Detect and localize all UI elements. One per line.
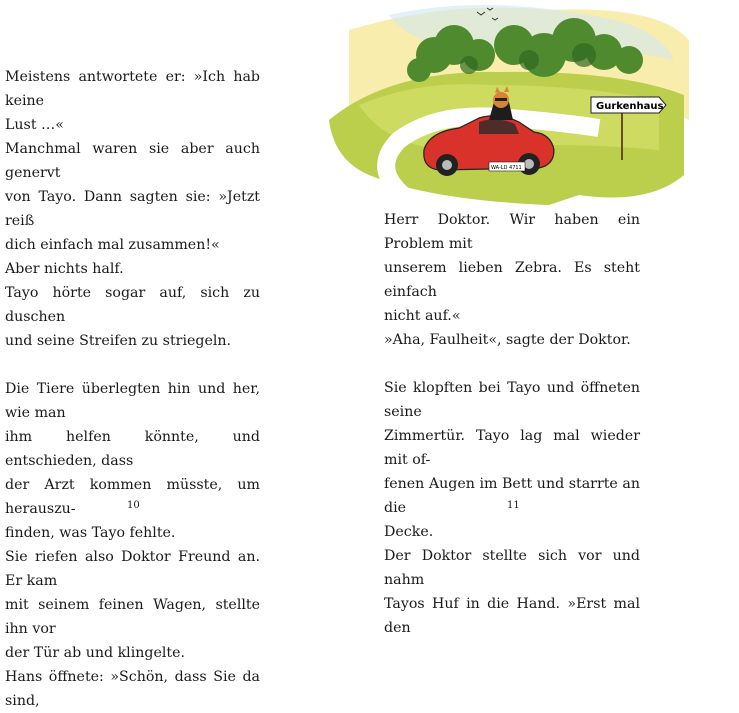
- text-line: Lust …«: [5, 117, 64, 133]
- text-line: Der Doktor stellte sich vor und nahm: [384, 548, 640, 588]
- text-line: der Arzt kommen müsste, um herauszu-: [5, 477, 260, 517]
- text-line: Herr Doktor. Wir haben ein Problem mit: [384, 212, 640, 252]
- text-line: unserem lieben Zebra. Es steht einfach: [384, 260, 640, 300]
- text-line: fenen Augen im Bett und starrte an die: [384, 476, 640, 516]
- text-line: Sie klopften bei Tayo und öffneten seine: [384, 380, 640, 420]
- left-page-text: [5, 65, 260, 713]
- text-line: Die Tiere überlegten hin und her, wie man: [5, 381, 260, 421]
- text-line: von Tayo. Dann sagten sie: »Jetzt reiß: [5, 189, 260, 229]
- right-page-text: [384, 208, 640, 640]
- page-number: 11: [507, 500, 520, 511]
- text-line: Sie riefen also Doktor Freund an. Er kam: [5, 549, 260, 589]
- paragraph-gap: [384, 352, 640, 376]
- text-line: Aber nichts half.: [5, 261, 124, 277]
- paragraph-gap: [5, 353, 260, 377]
- license-plate: WA-LD 4711: [491, 165, 522, 171]
- left-page: [0, 0, 369, 709]
- text-line: finden, was Tayo fehlte.: [5, 525, 176, 541]
- text-line: ihm helfen könnte, und entschieden, dass: [5, 429, 260, 469]
- car-illustration: [329, 0, 699, 210]
- text-line: Tayo hörte sogar auf, sich zu duschen: [5, 285, 260, 325]
- text-line: Hans öffnete: »Schön, dass Sie da sind,: [5, 669, 260, 709]
- text-line: Tayos Huf in die Hand. »Erst mal den: [384, 596, 640, 636]
- text-line: der Tür ab und klingelte.: [5, 645, 186, 661]
- text-line: dich einfach mal zusammen!«: [5, 237, 220, 253]
- text-line: Zimmertür. Tayo lag mal wieder mit of-: [384, 428, 640, 468]
- text-line: Manchmal waren sie aber auch genervt: [5, 141, 260, 181]
- sign-label: Gurkenhaus: [596, 101, 664, 112]
- text-line: Decke.: [384, 524, 434, 540]
- text-line: »Aha, Faulheit«, sagte der Doktor.: [384, 332, 631, 348]
- text-line: Meistens antwortete er: »Ich hab keine: [5, 69, 260, 109]
- page-number: 10: [127, 500, 140, 511]
- right-page: [369, 0, 739, 636]
- text-line: nicht auf.«: [384, 308, 461, 324]
- text-line: und seine Streifen zu striegeln.: [5, 333, 232, 349]
- text-line: mit seinem feinen Wagen, stellte ihn vor: [5, 597, 260, 637]
